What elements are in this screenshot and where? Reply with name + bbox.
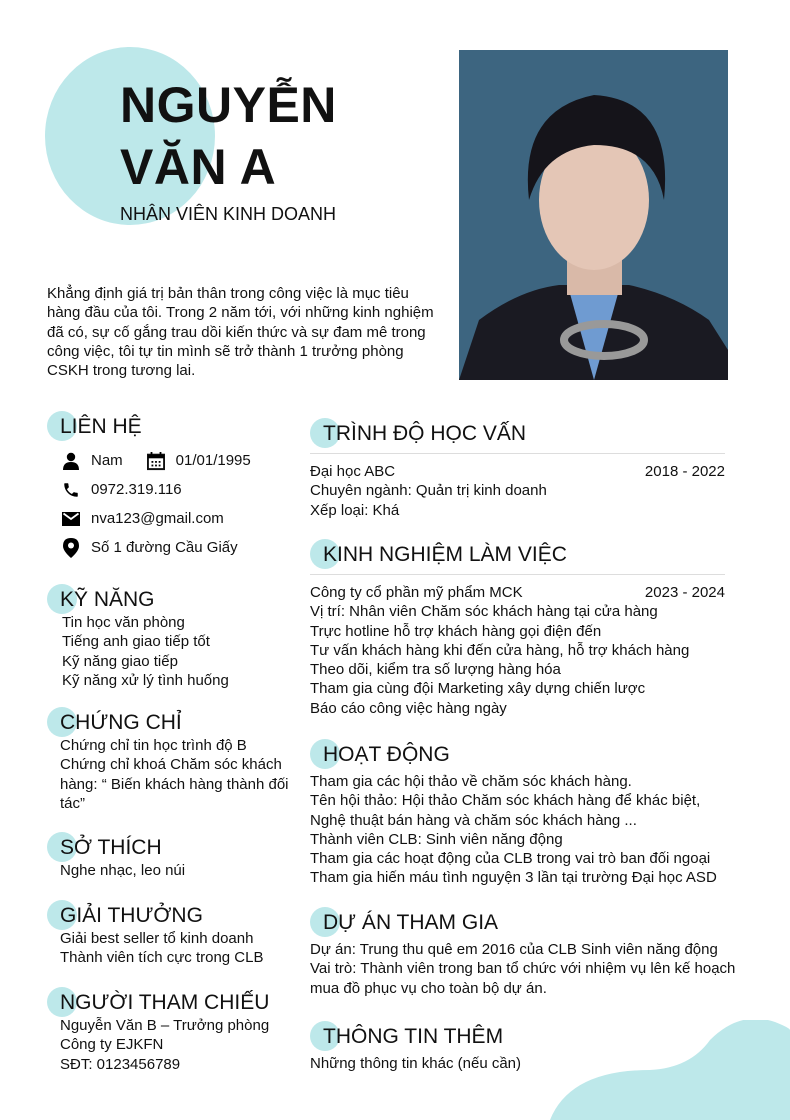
section-heading: CHỨNG CHỈ (47, 710, 307, 736)
skills-section (47, 587, 229, 690)
decorative-blob (550, 1020, 790, 1120)
list-item: Nghệ thuật bán hàng và chăm sóc khách hàng ... (310, 811, 637, 829)
list-item: Tin học văn phòng (62, 614, 185, 631)
contact-section (47, 414, 251, 562)
location-icon (62, 539, 80, 557)
references-section (47, 990, 269, 1074)
list-item: Tiếng anh giao tiếp tốt (62, 633, 210, 651)
list-item: Tên hội thảo: Hội thảo Chăm sóc khách hàng để khác biệt, (310, 792, 701, 810)
section-heading: GIẢI THƯỞNG (47, 903, 263, 929)
certificates-section (47, 710, 307, 813)
list-item: Vị trí: Nhân viên Chăm sóc khách hàng tại cửa hàng (310, 603, 658, 621)
section-heading: THÔNG TIN THÊM (310, 1024, 521, 1050)
list-item: Công ty EJKFN (60, 1036, 164, 1054)
list-item: Trực hotline hỗ trợ khách hàng gọi điện đến (310, 622, 602, 640)
calendar-icon (147, 452, 165, 470)
list-item: Chuyên ngành: Quản trị kinh doanh (310, 482, 547, 500)
list-item: Chứng chỉ tin học trình độ B (60, 737, 247, 754)
section-heading: SỞ THÍCH (47, 835, 185, 861)
list-item: Tham gia các hoạt động của CLB trong vai trò ban đối ngoại (310, 850, 711, 868)
list-item: Giải best seller tổ kinh doanh (60, 930, 254, 947)
person-icon (62, 452, 80, 470)
section-heading: NGƯỜI THAM CHIẾU (47, 990, 269, 1016)
company-name: Công ty cổ phần mỹ phẩm MCK (310, 584, 523, 601)
list-item: Theo dõi, kiểm tra số lượng hàng hóa (310, 661, 561, 679)
list-item: Những thông tin khác (nếu cần) (310, 1055, 522, 1072)
awards-section (47, 903, 263, 968)
experience-period: 2023 - 2024 (644, 584, 725, 601)
divider (310, 453, 725, 454)
list-item: Xếp loại: Khá (310, 501, 400, 519)
experience-section (310, 542, 725, 718)
divider (310, 574, 725, 575)
job-title: NHÂN VIÊN KINH DOANH (120, 204, 337, 224)
additional-info-section (310, 1024, 521, 1073)
hobbies-section (47, 835, 185, 880)
section-heading: KỸ NĂNG (47, 587, 229, 613)
education-period: 2018 - 2022 (644, 463, 725, 480)
phone-icon (62, 481, 80, 499)
list-item: Nghe nhạc, leo núi (60, 862, 186, 879)
activities-section (310, 742, 717, 888)
list-item: Tham gia hiến máu tình nguyện 3 lần tại trường Đại học ASD (310, 869, 717, 887)
list-item: Báo cáo công việc hàng ngày (310, 699, 507, 717)
gender: Nam (91, 452, 123, 469)
list-item: Chứng chỉ khoá Chăm sóc khách hàng: “ Biến khách hàng thành đối tác” (60, 756, 289, 812)
email: nva123@gmail.com (91, 510, 224, 527)
list-item: Tư vấn khách hàng khi đến cửa hàng, hỗ trợ khách hàng (310, 641, 690, 659)
list-item: Vai trò: Thành viên trong ban tổ chức với nhiệm vụ lên kế hoạch mua đồ phục vụ cho toàn bộ dự án. (310, 960, 736, 997)
section-heading: TRÌNH ĐỘ HỌC VẤN (310, 421, 725, 447)
list-item: Nguyễn Văn B – Trưởng phòng (60, 1017, 270, 1034)
section-heading: KINH NGHIỆM LÀM VIỆC (310, 542, 725, 568)
projects-section (310, 910, 740, 998)
section-heading: DỰ ÁN THAM GIA (310, 910, 740, 936)
list-item: Kỹ năng giao tiếp (62, 652, 178, 670)
address: Số 1 đường Cầu Giấy (91, 539, 238, 556)
list-item: Dự án: Trung thu quê em 2016 của CLB Sinh viên năng động (310, 941, 718, 958)
profile-photo (459, 50, 728, 380)
list-item: Tham gia cùng đội Marketing xây dựng chiến lược (310, 680, 646, 698)
list-item: SĐT: 0123456789 (60, 1055, 181, 1073)
career-summary: Khẳng định giá trị bản thân trong công việc là mục tiêu hàng đầu của tôi. Trong 2 năm tới, với những kinh nghiệm đã có, sự cố gắng trau dồi kiến thức và sự đam mê trong công việc, tôi tự tin mình sẽ trở thành 1 trưởng phòng CSKH trong tương lai. (47, 285, 434, 380)
school-name: Đại học ABC (310, 463, 396, 480)
list-item: Thành viên CLB: Sinh viên năng động (310, 830, 563, 848)
list-item: Kỹ năng xử lý tình huống (62, 671, 229, 689)
mail-icon (62, 510, 80, 528)
section-heading: LIÊN HỆ (47, 414, 251, 440)
education-section (310, 421, 725, 520)
full-name: NGUYỄN VĂN A (120, 77, 337, 195)
list-item: Tham gia các hội thảo về chăm sóc khách hàng. (310, 773, 632, 790)
list-item: Thành viên tích cực trong CLB (60, 949, 264, 967)
date-of-birth: 01/01/1995 (175, 452, 251, 469)
phone-number: 0972.319.116 (91, 481, 182, 498)
section-heading: HOẠT ĐỘNG (310, 742, 717, 768)
